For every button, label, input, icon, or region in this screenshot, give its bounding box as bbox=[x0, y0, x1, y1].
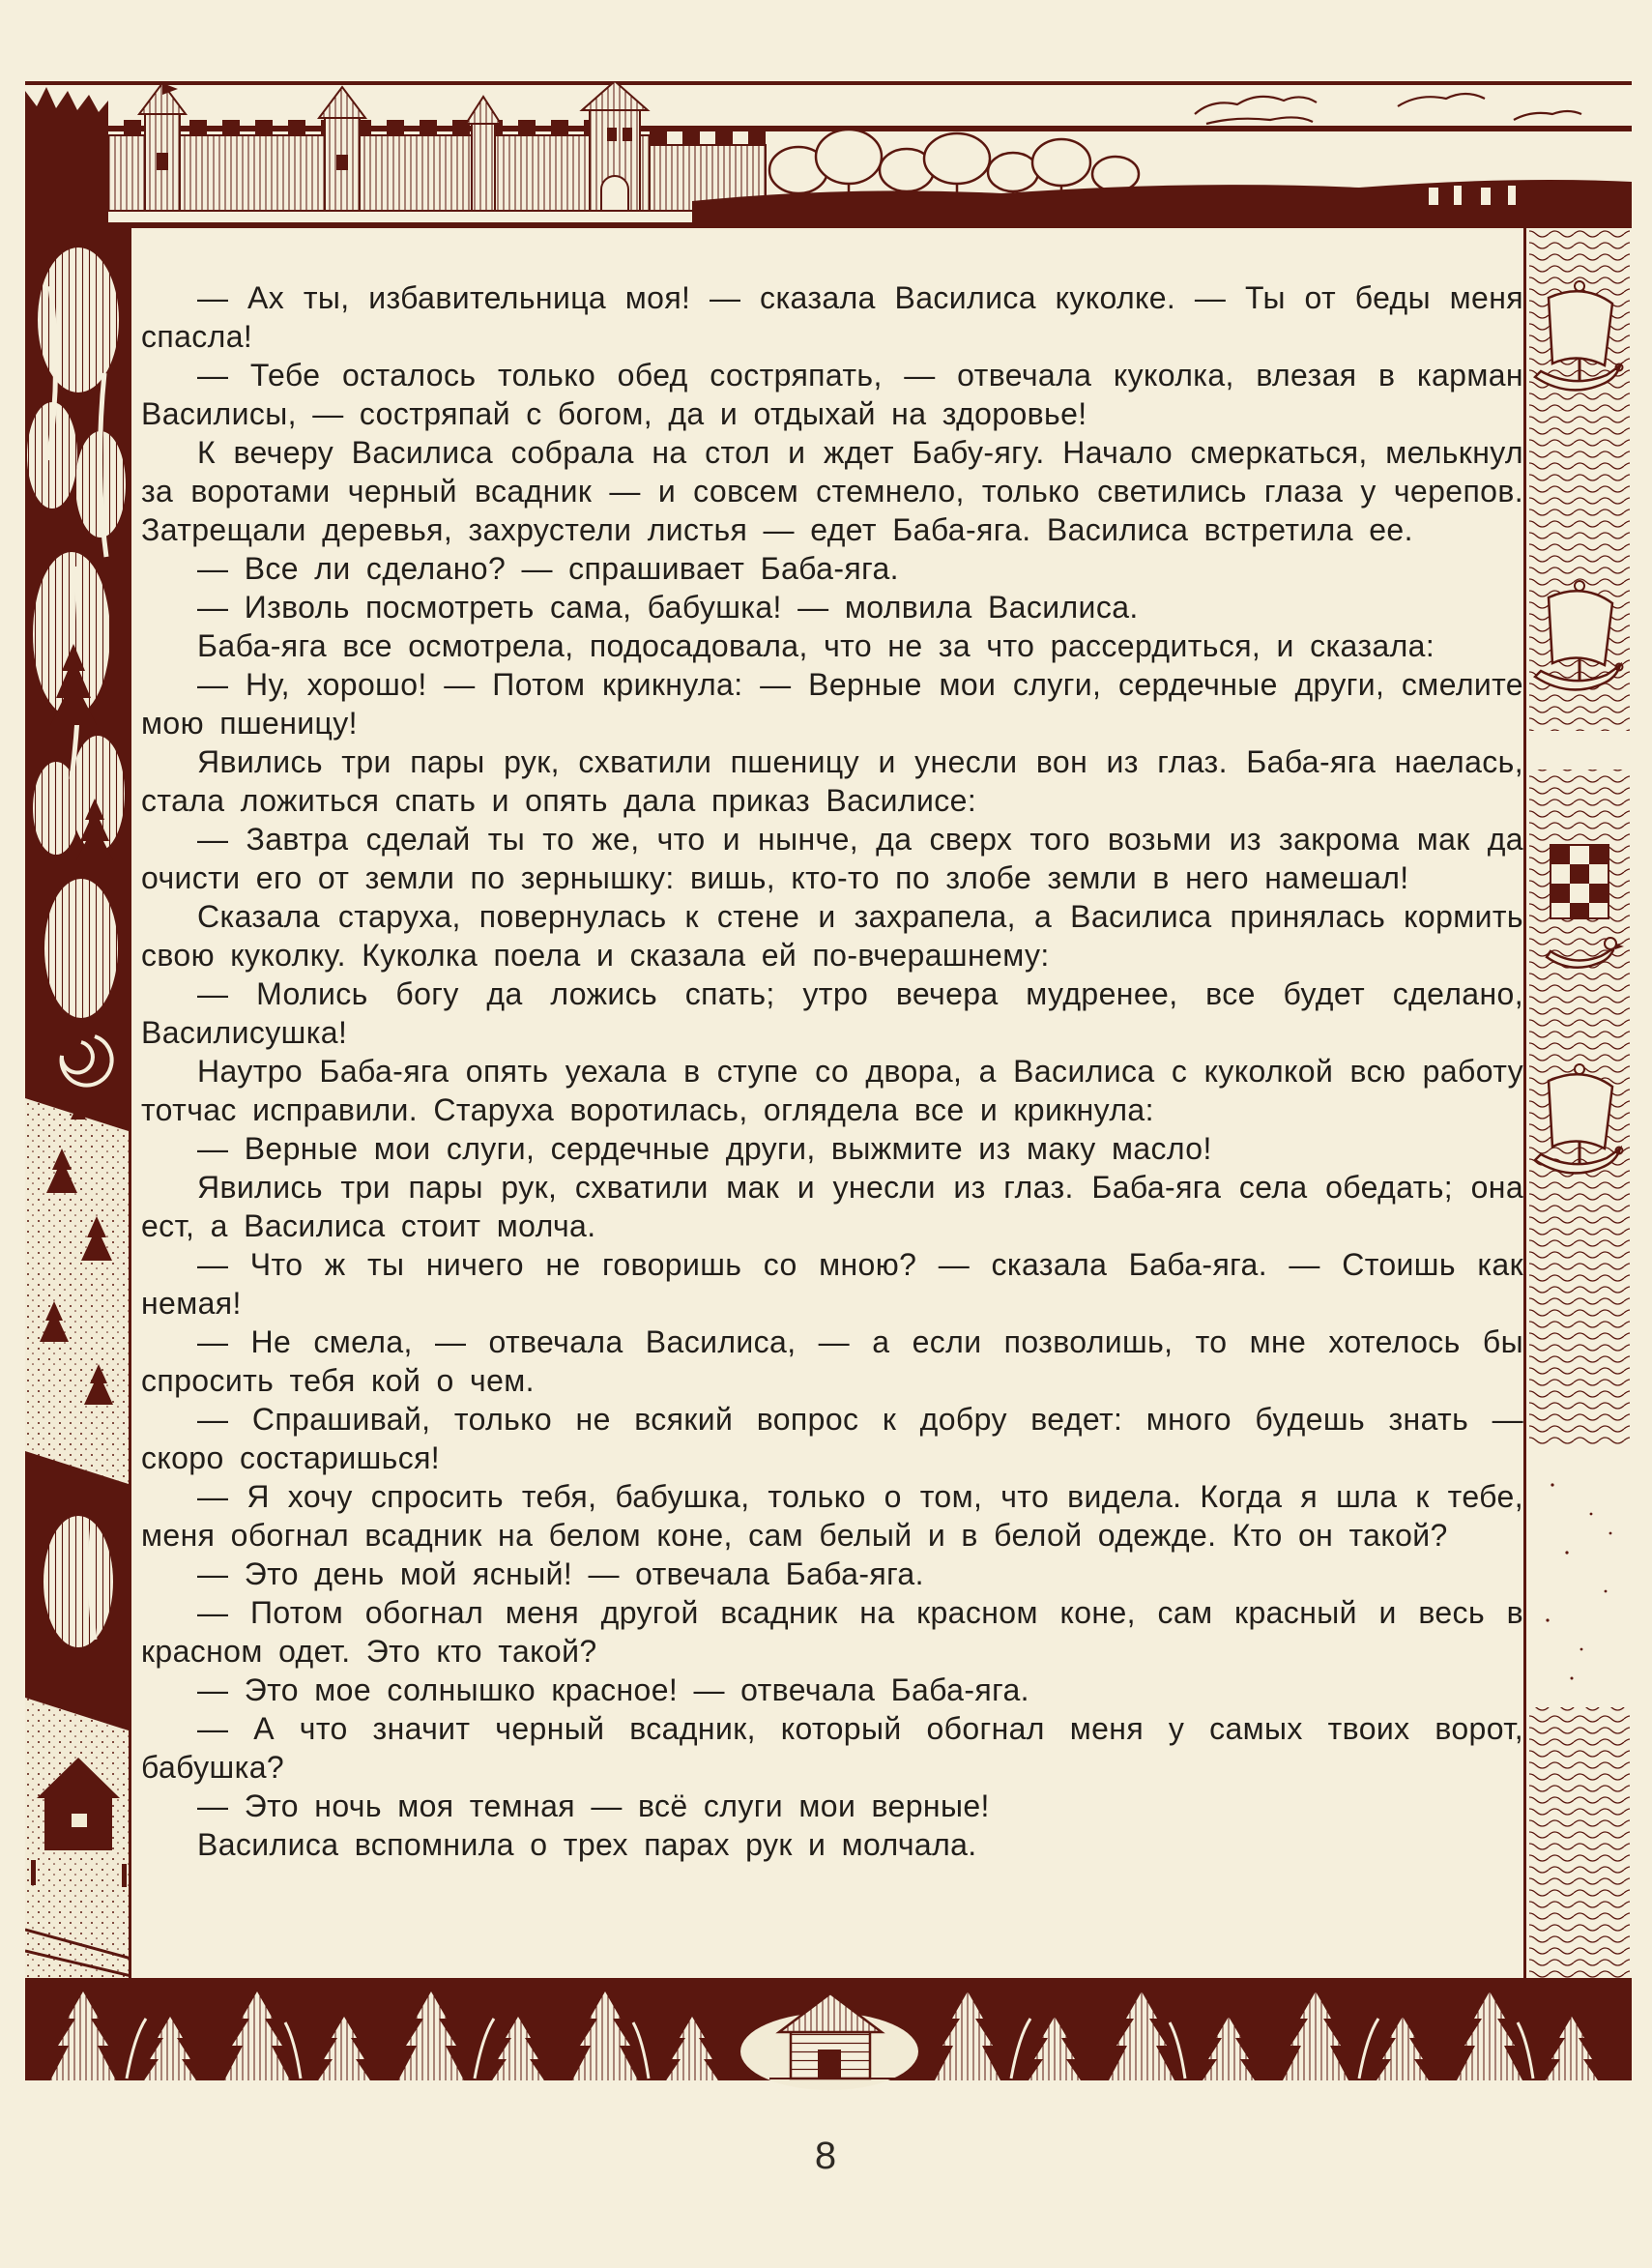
story-paragraph: Баба-яга все осмотрела, подосадовала, что не за что рассердиться, и сказала: bbox=[197, 628, 1435, 663]
story-paragraph: — А что значит черный всадник, который обогнал меня у самых твоих ворот, бабушка? bbox=[141, 1711, 1523, 1785]
river-bank bbox=[692, 180, 1632, 222]
story-paragraph: — Ну, хорошо! — Потом крикнула: — Верные мои слуги, сердечные други, смелите мою пшеницу! bbox=[141, 667, 1523, 741]
water-waves bbox=[1529, 1707, 1630, 1978]
story-paragraph: — Ах ты, избавительница моя! — сказала Василиса куколке. — Ты от беды меня спасла! bbox=[141, 280, 1523, 354]
story-text bbox=[141, 278, 1523, 1972]
story-paragraph: — Все ли сделано? — спрашивает Баба-яга. bbox=[197, 551, 899, 586]
fortress-wall bbox=[108, 135, 650, 211]
story-paragraph: К вечеру Василиса собрала на стол и ждет Бабу-ягу. Начало смеркаться, мелькнул за воротами черный всадник — и совсем стемнело, только светились глаза у черепов. Затрещали деревья, захрустели листья — едет Баба-яга. Василиса встретила ее. bbox=[141, 435, 1523, 547]
story-paragraph: — Это мое солнышко красное! — отвечала Баба-яга. bbox=[197, 1672, 1029, 1707]
wall-merlons bbox=[650, 130, 766, 145]
wall-tower bbox=[139, 83, 186, 211]
border-top-illustration bbox=[25, 81, 1632, 228]
story-paragraph: Наутро Баба-яга опять уехала в ступе со двора, а Василиса с куколкой всю работу тотчас исправили. Старуха воротилась, оглядела все и крикнула: bbox=[141, 1054, 1523, 1127]
story-paragraph: — Верные мои слуги, сердечные други, выжмите из маку масло! bbox=[197, 1131, 1212, 1166]
story-paragraph: — Изволь посмотреть сама, бабушка! — молвила Василиса. bbox=[197, 590, 1139, 625]
wall-turret bbox=[466, 97, 501, 211]
story-paragraph: Сказала старуха, повернулась к стене и захрапела, а Василиса принялась кормить свою куколку. Куколка поела и сказала ей по-вчерашнему: bbox=[141, 899, 1523, 973]
story-paragraph: — Это день мой ясный! — отвечала Баба-яга. bbox=[197, 1556, 924, 1591]
story-paragraph: — Спрашивай, только не всякий вопрос к добру ведет: много будешь знать — скоро состаришься! bbox=[141, 1402, 1523, 1475]
top-edge-rule bbox=[25, 81, 1632, 85]
story-paragraph: — Завтра сделай ты то же, что и нынче, да сверх того возьми из закрома мак да очисти его от земли по зернышку: вишь, кто-то по злобе земли в него намешал! bbox=[141, 822, 1523, 895]
story-paragraph: Явились три пары рук, схватили мак и унесли из глаз. Баба-яга села обедать; она ест, а Василиса стоит молча. bbox=[141, 1170, 1523, 1243]
story-paragraph: Василиса вспомнила о трех парах рук и молчала. bbox=[197, 1827, 977, 1862]
corner-fir-tips bbox=[25, 87, 108, 228]
story-paragraph: — Это ночь моя темная — всё слуги мои верные! bbox=[197, 1788, 990, 1823]
story-paragraph: — Не смела, — отвечала Василиса, — а если позволишь, то мне хотелось бы спросить тебя кой о чем. bbox=[141, 1324, 1523, 1398]
story-paragraph: — Потом обогнал меня другой всадник на красном коне, сам красный и весь в красном одет. Это кто такой? bbox=[141, 1595, 1523, 1669]
border-bottom-illustration bbox=[25, 1978, 1632, 2090]
story-paragraph: — Тебе осталось только обед состряпать, — отвечала куколка, влезая в карман Василисы, — состряпай с богом, да и отдыхай на здоровье! bbox=[141, 358, 1523, 431]
border-left-illustration bbox=[25, 228, 131, 1978]
story-paragraph: — Что ж ты ничего не говоришь со мною? — сказала Баба-яга. — Стоишь как немая! bbox=[141, 1247, 1523, 1321]
story-paragraph: Явились три пары рук, схватили пшеницу и унесли вон из глаз. Баба-яга наелась, стала ложиться спать и опять дала приказ Василисе: bbox=[141, 744, 1523, 818]
panel-top-rule bbox=[25, 222, 1632, 228]
page-number: 8 bbox=[814, 2135, 838, 2177]
panel-right-rule bbox=[1523, 228, 1526, 1978]
wall-tower bbox=[319, 87, 365, 211]
border-right-illustration bbox=[1523, 228, 1630, 1978]
gate-tower bbox=[582, 81, 648, 211]
story-paragraph: — Я хочу спросить тебя, бабушка, только о том, что видела. Когда я шла к тебе, меня обогнал всадник на белом коне, сам белый и в белой одежде. Кто он такой? bbox=[141, 1479, 1523, 1553]
story-paragraph: — Молись богу да ложись спать; утро вечера мудренее, все будет сделано, Василисушка! bbox=[141, 976, 1523, 1050]
clouds bbox=[1195, 94, 1581, 124]
